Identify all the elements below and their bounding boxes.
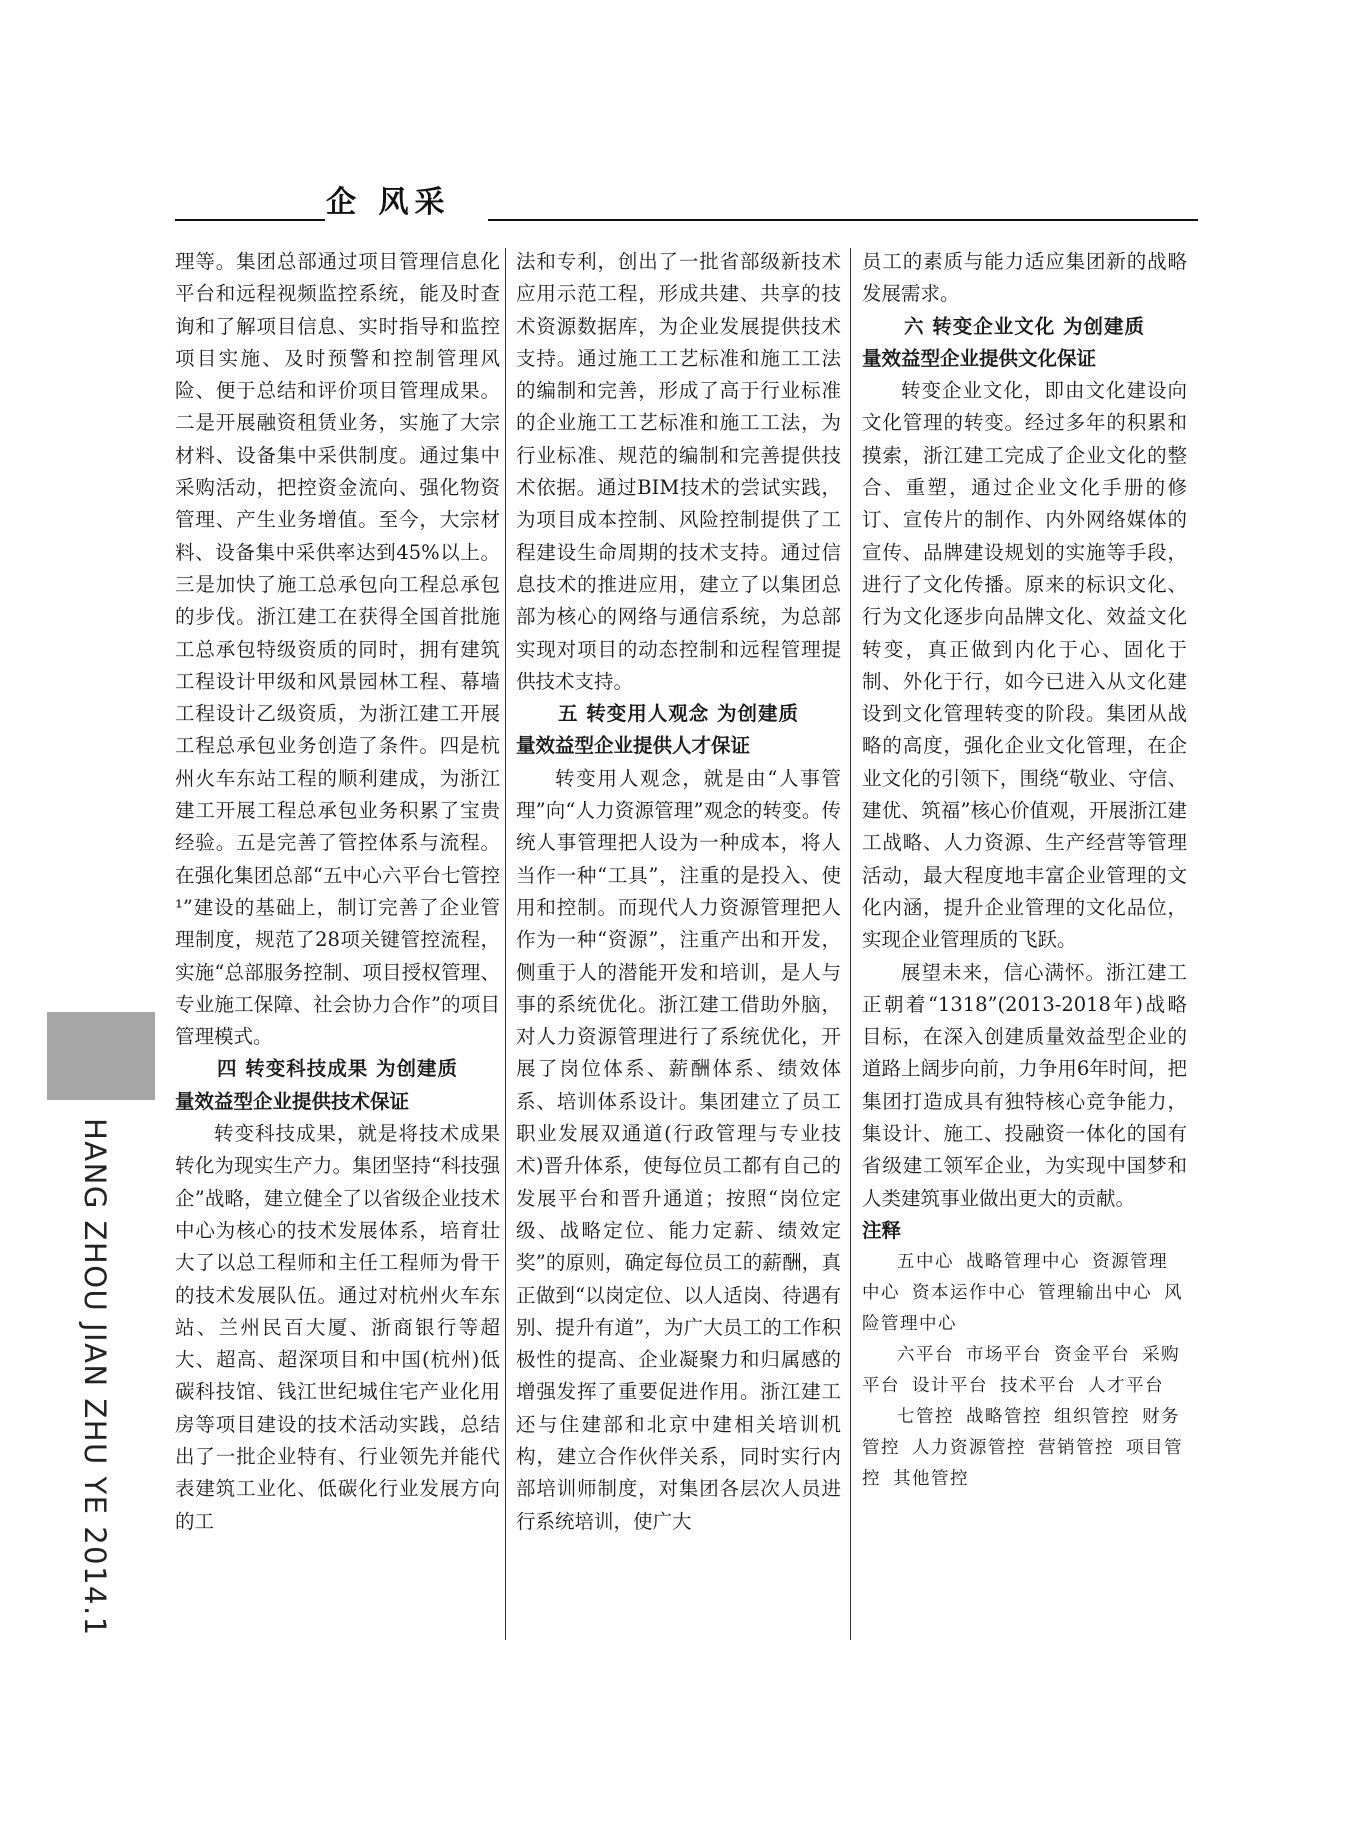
column-1 — [175, 246, 500, 1538]
section-heading-5 — [516, 698, 841, 763]
heading-line: 量效益型企业提供人才保证 — [516, 734, 751, 758]
heading-line: 六 转变企业文化 为创建质 — [903, 314, 1146, 338]
column-divider-1 — [505, 248, 506, 1640]
paragraph: 转变用人观念，就是由“人事管理”向“人力资源管理”观念的转变。传统人事管理把人设为一种成本，将人当作一种“工具”，注重的是投入、使用和控制。而现代人力资源管理把人作为一种“资源”，注重产出和开发，侧重于人的潜能开发和培训，是人与事的系统优化。浙江建工借助外脑，对人力资源管理进行了系统优化，开展了岗位体系、薪酬体系、绩效体系、培训体系设计。集团建立了员工职业发展双通道(行政管理与专业技术)晋升体系，使每位员工都有自己的发展平台和晋升通道；按照“岗位定级、战略定位、能力定薪、绩效定奖”的原则，确定每位员工的薪酬，真正做到“以岗定位、以人适岗、待遇有别、提升有道”，为广大员工的工作积极性的提高、企业凝聚力和归属感的增强发挥了重要促进作用。浙江建工还与住建部和北京中建相关培训机构，建立合作伙伴关系，同时实行内部培训师制度，对集团各层次人员进行系统培训，使广大 — [516, 766, 841, 1533]
paragraph: 法和专利，创出了一批省部级新技术应用示范工程，形成共建、共享的技术资源数据库，为企业发展提供技术支持。通过施工工艺标准和施工工法的编制和完善，形成了高于行业标准的企业施工工艺标准和施工工法，为行业标准、规范的编制和完善提供技术依据。通过BIM技术的尝试实践，为项目成本控制、风险控制提供了工程建设生命周期的技术支持。通过信息技术的推进应用，建立了以集团总部为核心的网络与通信系统，为总部实现对项目的动态控制和远程管理提供技术支持。 — [516, 250, 841, 693]
footnote-item: 六平台 市场平台 资金平台 采购平台 设计平台 技术平台 人才平台 — [862, 1344, 1181, 1396]
heading-line: 量效益型企业提供技术保证 — [175, 1089, 410, 1113]
header-rule-right — [488, 219, 1198, 221]
side-journal-text: HANG ZHOU JIAN ZHU YE 2014.1 — [78, 1118, 112, 1637]
paragraph: 理等。集团总部通过项目管理信息化平台和远程视频监控系统，能及时查询和了解项目信息、实时指导和监控项目实施、及时预警和控制管理风险、便于总结和评价项目管理成果。二是开展融资租赁业务，实施了大宗材料、设备集中采供制度。通过集中采购活动，把控资金流向、强化物资管理、产生业务增值。至今，大宗材料、设备集中采供率达到45%以上。三是加快了施工总承包向工程总承包的步伐。浙江建工在获得全国首批施工总承包特级资质的同时，拥有建筑工程设计甲级和风景园林工程、幕墙工程设计乙级资质，为浙江建工开展工程总承包业务创造了条件。四是杭州火车东站工程的顺利建成，为浙江建工开展工程总承包业务积累了宝贵经验。五是完善了管控体系与流程。在强化集团总部“五中心六平台七管控 ¹”建设的基础上，制订完善了企业管理制度，规范了28项关键管控流程，实施“总部服务控制、项目授权管理、专业施工保障、社会协力合作”的项目管理模式。 — [175, 250, 500, 1049]
section-title: 企 风采 — [326, 185, 451, 220]
header-rule-left — [175, 219, 325, 221]
paragraph: 转变企业文化，即由文化建设向文化管理的转变。经过多年的积累和摸索，浙江建工完成了企业文化的整合、重塑，通过企业文化手册的修订、宣传片的制作、内外网络媒体的宣传、品牌建设规划的实施等手段，进行了文化传播。原来的标识文化、行为文化逐步向品牌文化、效益文化转变，真正做到内化于心、固化于制、外化于行，如今已进入从文化建设到文化管理转变的阶段。集团从战略的高度，强化企业文化管理，在企业文化的引领下，围绕“敬业、守信、建优、筑福”核心价值观，开展浙江建工战略、人力资源、生产经营等管理活动，最大程度地丰富企业管理的文化内涵，提升企业管理的文化品位，实现企业管理质的飞跃。 — [862, 379, 1187, 952]
notes-title: 注释 — [862, 1218, 902, 1242]
footnote-item: 七管控 战略管控 组织管控 财务管控 人力资源管控 营销管控 项目管控 其他管控 — [862, 1406, 1184, 1489]
paragraph: 展望未来，信心满怀。浙江建工正朝着“1318”(2013-2018年)战略目标，在深入创建质量效益型企业的道路上阔步向前，力争用6年时间，把集团打造成具有独特核心竞争能力，集设计、施工、投融资一体化的国有省级建工领军企业，为实现中国梦和人类建筑事业做出更大的贡献。 — [862, 960, 1187, 1210]
section-heading-4 — [175, 1053, 500, 1118]
paragraph: 员工的素质与能力适应集团新的战略发展需求。 — [862, 250, 1187, 306]
footnote-item: 五中心 战略管理中心 资源管理中心 资本运作中心 管理输出中心 风险管理中心 — [862, 1251, 1184, 1334]
column-divider-2 — [850, 248, 851, 1640]
column-3 — [862, 246, 1187, 1495]
paragraph: 转变科技成果，就是将技术成果转化为现实生产力。集团坚持“科技强企”战略，建立健全了以省级企业技术中心为核心的技术发展体系，培育壮大了以总工程师和主任工程师为骨干的技术发展队伍。通过对杭州火车东站、兰州民百大厦、浙商银行等超大、超高、超深项目和中国(杭州)低碳科技馆、钱江世纪城住宅产业化用房等项目建设的技术活动实践，总结出了一批企业特有、行业领先并能代表建筑工业化、低碳化行业发展方向的工 — [175, 1122, 500, 1533]
heading-line: 五 转变用人观念 为创建质 — [557, 702, 800, 726]
side-gray-block — [47, 1012, 155, 1100]
section-heading-6 — [862, 311, 1187, 376]
column-2 — [516, 246, 841, 1538]
heading-line: 四 转变科技成果 为创建质 — [216, 1057, 459, 1081]
heading-line: 量效益型企业提供文化保证 — [862, 346, 1097, 370]
